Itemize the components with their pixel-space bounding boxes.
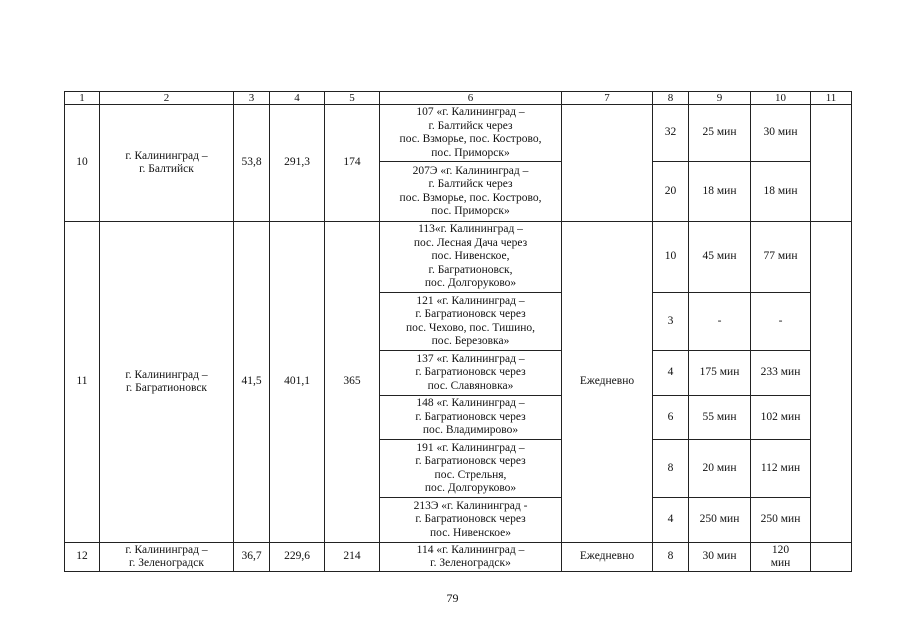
schedule-cell: Ежедневно bbox=[562, 222, 653, 543]
route-detail-cell: 191 «г. Калининград – г. Багратионовск через пос. Стрельня, пос. Долгоруково» bbox=[380, 440, 562, 498]
interval-cell: 30 мин bbox=[689, 543, 751, 572]
interval-cell: 120 мин bbox=[751, 543, 811, 572]
interval-cell: 45 мин bbox=[689, 222, 751, 293]
trips-cell: 174 bbox=[325, 105, 380, 222]
length-cell: 36,7 bbox=[234, 543, 270, 572]
row-number-cell: 10 bbox=[65, 105, 100, 222]
route-detail-cell: 213Э «г. Калининград - г. Багратионовск через пос. Нивенское» bbox=[380, 498, 562, 543]
header-cell: 4 bbox=[270, 92, 325, 105]
row-number-cell: 12 bbox=[65, 543, 100, 572]
route-detail-cell: 207Э «г. Калининград – г. Балтийск через пос. Взморье, пос. Кострово, пос. Приморск» bbox=[380, 162, 562, 222]
header-cell: 1 bbox=[65, 92, 100, 105]
header-cell: 2 bbox=[100, 92, 234, 105]
count-cell: 10 bbox=[653, 222, 689, 293]
notes-cell bbox=[811, 543, 852, 572]
interval-cell: - bbox=[689, 293, 751, 351]
count-cell: 4 bbox=[653, 351, 689, 396]
count-cell: 6 bbox=[653, 396, 689, 440]
route-detail-cell: 137 «г. Калининград – г. Багратионовск через пос. Славяновка» bbox=[380, 351, 562, 396]
count-cell: 8 bbox=[653, 440, 689, 498]
header-row bbox=[65, 92, 852, 105]
count-cell: 32 bbox=[653, 105, 689, 162]
route-detail-cell: 107 «г. Калининград – г. Балтийск через пос. Взморье, пос. Кострово, пос. Приморск» bbox=[380, 105, 562, 162]
row-number-cell: 11 bbox=[65, 222, 100, 543]
table-row bbox=[65, 222, 852, 293]
header-cell: 11 bbox=[811, 92, 852, 105]
interval-cell: 25 мин bbox=[689, 105, 751, 162]
page-number: 79 bbox=[446, 591, 459, 605]
total-length-cell: 291,3 bbox=[270, 105, 325, 222]
interval-cell: 112 мин bbox=[751, 440, 811, 498]
interval-cell: 250 мин bbox=[751, 498, 811, 543]
routes-table bbox=[64, 91, 852, 572]
route-detail-cell: 114 «г. Калининград – г. Зеленоградск» bbox=[380, 543, 562, 572]
interval-cell: 175 мин bbox=[689, 351, 751, 396]
header-cell: 6 bbox=[380, 92, 562, 105]
header-cell: 10 bbox=[751, 92, 811, 105]
length-cell: 53,8 bbox=[234, 105, 270, 222]
header-cell: 7 bbox=[562, 92, 653, 105]
total-length-cell: 229,6 bbox=[270, 543, 325, 572]
schedule-cell: Ежедневно bbox=[562, 543, 653, 572]
notes-cell bbox=[811, 222, 852, 543]
notes-cell bbox=[811, 105, 852, 222]
interval-cell: 250 мин bbox=[689, 498, 751, 543]
routes-table-body bbox=[65, 92, 852, 572]
count-cell: 3 bbox=[653, 293, 689, 351]
schedule-cell bbox=[562, 105, 653, 222]
route-detail-cell: 121 «г. Калининград – г. Багратионовск через пос. Чехово, пос. Тишино, пос. Березовка» bbox=[380, 293, 562, 351]
interval-cell: 102 мин bbox=[751, 396, 811, 440]
interval-cell: 18 мин bbox=[751, 162, 811, 222]
route-name-cell: г. Калининград – г. Зеленоградск bbox=[100, 543, 234, 572]
interval-cell: 233 мин bbox=[751, 351, 811, 396]
header-cell: 8 bbox=[653, 92, 689, 105]
trips-cell: 365 bbox=[325, 222, 380, 543]
count-cell: 8 bbox=[653, 543, 689, 572]
table-row bbox=[65, 543, 852, 572]
interval-cell: 77 мин bbox=[751, 222, 811, 293]
route-detail-cell: 113«г. Калининград – пос. Лесная Дача через пос. Нивенское, г. Багратионовск, пос. Долгоруково» bbox=[380, 222, 562, 293]
header-cell: 5 bbox=[325, 92, 380, 105]
route-name-cell: г. Калининград – г. Балтийск bbox=[100, 105, 234, 222]
header-cell: 3 bbox=[234, 92, 270, 105]
interval-cell: 20 мин bbox=[689, 440, 751, 498]
trips-cell: 214 bbox=[325, 543, 380, 572]
interval-cell: 18 мин bbox=[689, 162, 751, 222]
header-cell: 9 bbox=[689, 92, 751, 105]
count-cell: 4 bbox=[653, 498, 689, 543]
route-detail-cell: 148 «г. Калининград – г. Багратионовск через пос. Владимирово» bbox=[380, 396, 562, 440]
count-cell: 20 bbox=[653, 162, 689, 222]
interval-cell: 30 мин bbox=[751, 105, 811, 162]
length-cell: 41,5 bbox=[234, 222, 270, 543]
interval-cell: - bbox=[751, 293, 811, 351]
route-name-cell: г. Калининград – г. Багратионовск bbox=[100, 222, 234, 543]
interval-cell: 55 мин bbox=[689, 396, 751, 440]
table-row bbox=[65, 105, 852, 162]
total-length-cell: 401,1 bbox=[270, 222, 325, 543]
